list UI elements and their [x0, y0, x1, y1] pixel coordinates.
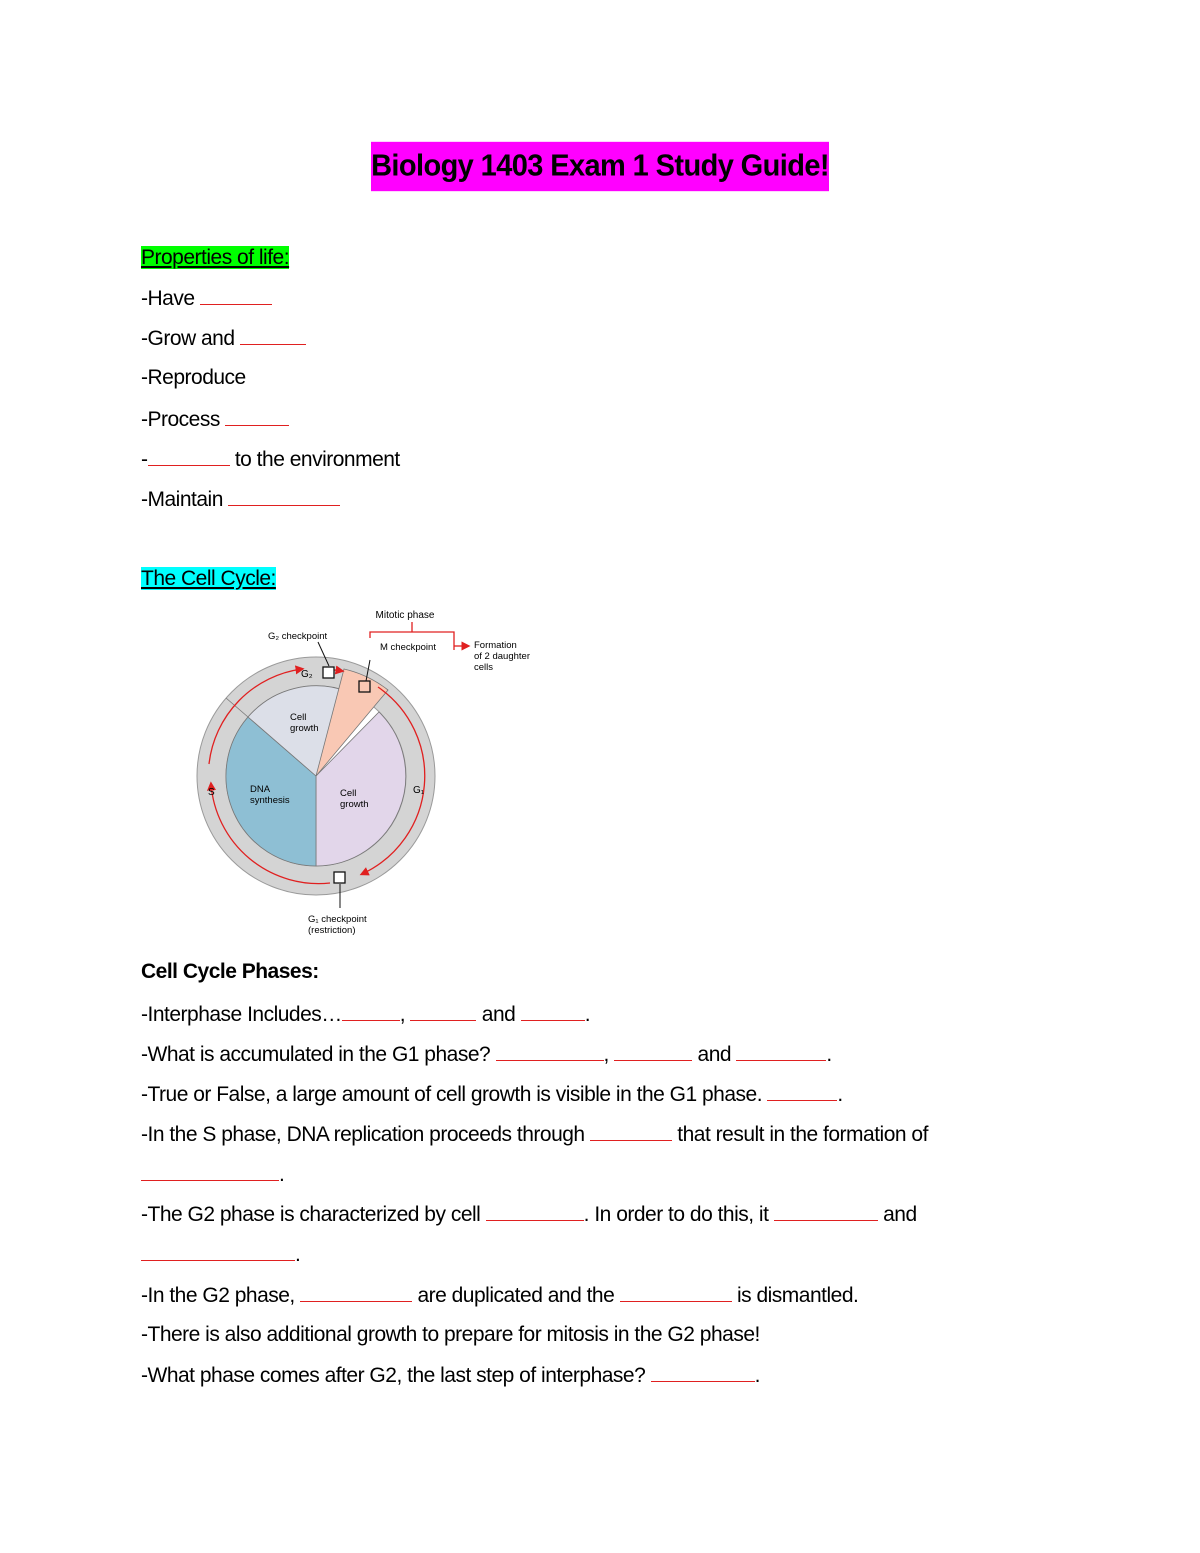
answer-blank[interactable] — [200, 284, 272, 305]
mitotic-phase-label: Mitotic phase — [375, 610, 435, 621]
question-text: . — [754, 1364, 760, 1387]
properties-heading-line — [141, 244, 289, 272]
g2-checkpoint-label: G₂ checkpoint — [268, 631, 328, 642]
answer-blank[interactable] — [141, 1240, 295, 1261]
property-grow — [141, 324, 306, 353]
answer-blank[interactable] — [240, 324, 306, 345]
property-text: -Have — [141, 287, 200, 310]
g1-label: G₁ — [413, 785, 425, 796]
question-text: is dismantled. — [731, 1284, 859, 1307]
answer-blank[interactable] — [651, 1361, 755, 1382]
dna-synthesis-label-1: DNA — [250, 784, 271, 795]
g2-checkpoint-box — [323, 667, 334, 678]
property-text: to the environment — [229, 448, 400, 471]
answer-blank[interactable] — [496, 1040, 604, 1061]
answer-blank[interactable] — [767, 1080, 837, 1101]
g1-cell-growth-label-1: Cell — [340, 788, 357, 799]
question-text: that result in the formation of — [671, 1123, 928, 1146]
property-reproduce — [141, 364, 246, 392]
cell-cycle-heading: The Cell Cycle: — [141, 567, 276, 590]
question-s-phase — [141, 1120, 928, 1149]
formation-label-3: cells — [474, 662, 494, 673]
question-true-false — [141, 1080, 843, 1109]
properties-heading: Properties of life: — [141, 246, 290, 269]
statement-g2-growth: -There is also additional growth to prepare for mitosis in the G2 phase! — [141, 1323, 760, 1346]
property-text: -Reproduce — [141, 366, 246, 389]
cell-cycle-diagram — [192, 604, 552, 944]
property-text: -Process — [141, 408, 226, 431]
answer-blank[interactable] — [486, 1200, 584, 1221]
property-text: -Maintain — [141, 488, 229, 511]
question-g1-accumulated — [141, 1040, 832, 1069]
question-text: and — [692, 1043, 737, 1066]
property-process — [141, 405, 289, 434]
question-g2-characterized — [141, 1200, 917, 1229]
g2-cell-growth-label-2: growth — [290, 723, 319, 734]
question-text: are duplicated and the — [412, 1284, 620, 1307]
question-text: -In the S phase, DNA replication proceeds through — [141, 1123, 590, 1146]
question-text: -What is accumulated in the G1 phase? — [141, 1043, 496, 1066]
g1-cell-growth-label-2: growth — [340, 799, 369, 810]
cell-cycle-heading-line — [141, 565, 276, 593]
page-title: Biology 1403 Exam 1 Study Guide! — [371, 142, 829, 191]
question-text: . — [837, 1083, 843, 1106]
property-maintain — [141, 485, 340, 514]
property-text: -Grow and — [141, 327, 240, 350]
question-text: . — [826, 1043, 832, 1066]
g1-checkpoint-label: G₁ checkpoint — [308, 914, 367, 925]
phases-heading: Cell Cycle Phases: — [141, 960, 319, 983]
question-s-phase-cont — [141, 1160, 284, 1189]
property-respond — [141, 445, 400, 474]
question-after-g2 — [141, 1361, 760, 1390]
answer-blank[interactable] — [228, 485, 340, 506]
answer-blank[interactable] — [141, 1160, 279, 1181]
answer-blank[interactable] — [521, 1000, 585, 1021]
question-text: . — [279, 1163, 285, 1186]
question-g2-duplicated — [141, 1281, 858, 1310]
g2-cell-growth-label-1: Cell — [290, 712, 307, 723]
question-text: and — [476, 1003, 521, 1026]
answer-blank[interactable] — [225, 405, 289, 426]
answer-blank[interactable] — [736, 1040, 826, 1061]
answer-blank[interactable] — [410, 1000, 476, 1021]
question-text: . In order to do this, it — [583, 1203, 774, 1226]
answer-blank[interactable] — [300, 1281, 412, 1302]
answer-blank[interactable] — [342, 1000, 400, 1021]
answer-blank[interactable] — [590, 1120, 672, 1141]
question-text: -True or False, a large amount of cell growth is visible in the G1 phase. — [141, 1083, 768, 1106]
m-checkpoint-label: M checkpoint — [380, 642, 436, 653]
question-text: , — [603, 1043, 615, 1066]
dna-synthesis-label-2: synthesis — [250, 795, 290, 806]
question-text: -What phase comes after G2, the last step of interphase? — [141, 1364, 651, 1387]
question-g2-characterized-cont — [141, 1240, 300, 1269]
answer-blank[interactable] — [774, 1200, 878, 1221]
question-text: and — [877, 1203, 917, 1226]
formation-label-2: of 2 daughter — [474, 651, 530, 662]
g1-checkpoint-label-2: (restriction) — [308, 925, 356, 936]
question-text: . — [295, 1243, 301, 1266]
g2-label: G₂ — [301, 669, 313, 680]
question-text: -Interphase Includes… — [141, 1003, 342, 1026]
s-label: S — [208, 787, 215, 798]
formation-label-1: Formation — [474, 640, 517, 651]
g1-checkpoint-box — [334, 872, 345, 883]
answer-blank[interactable] — [620, 1281, 732, 1302]
question-interphase — [141, 1000, 590, 1029]
question-text: -In the G2 phase, — [141, 1284, 301, 1307]
property-text: - — [141, 448, 148, 471]
question-text: -The G2 phase is characterized by cell — [141, 1203, 486, 1226]
answer-blank[interactable] — [614, 1040, 692, 1061]
answer-blank[interactable] — [148, 445, 230, 466]
question-text: , — [399, 1003, 411, 1026]
property-have — [141, 284, 272, 313]
question-text: . — [584, 1003, 591, 1026]
